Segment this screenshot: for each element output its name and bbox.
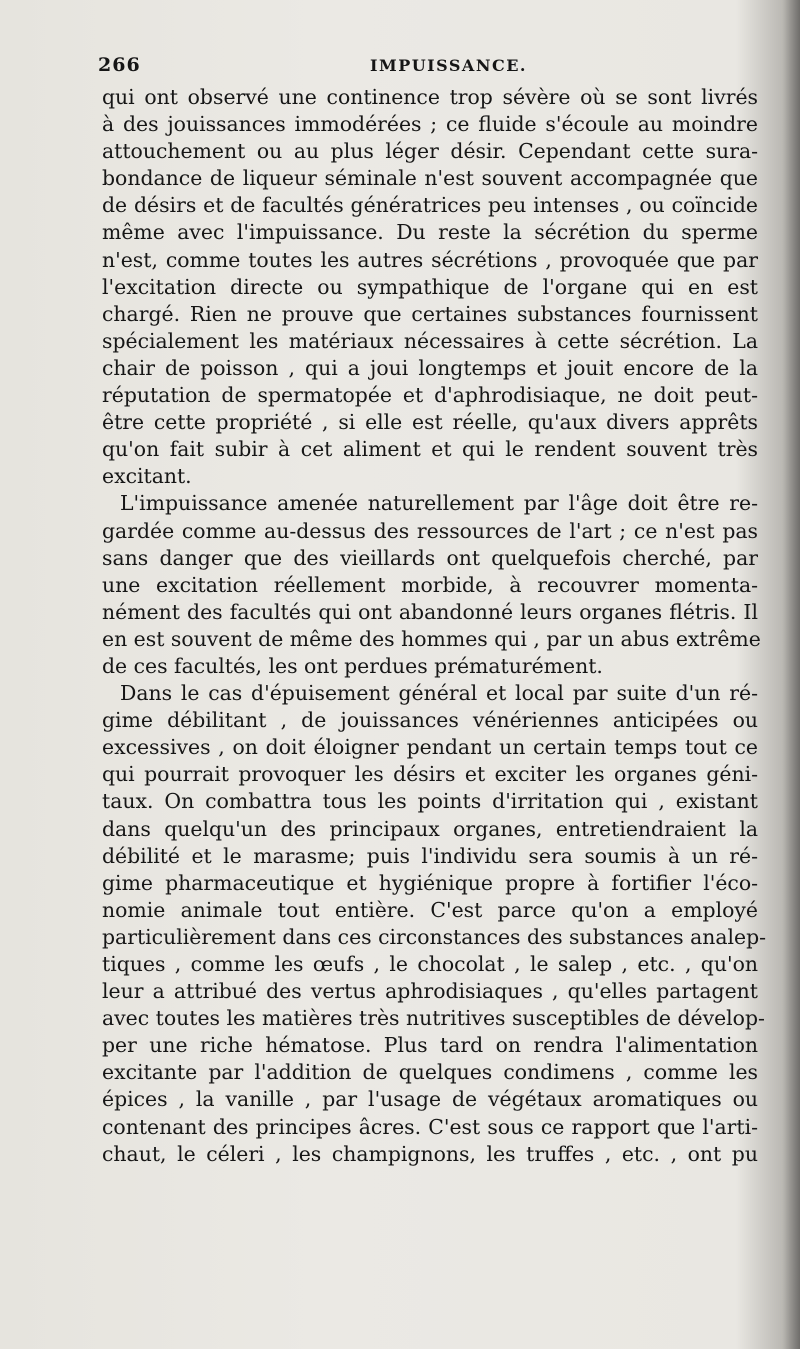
text-line: L'impuissance amenée naturellement par l'âge doit être re- xyxy=(120,491,758,516)
text-line: gime débilitant , de jouissances vénériennes anticipées ou xyxy=(102,708,758,733)
text-line: à des jouissances immodérées ; ce fluide s'écoule au moindre xyxy=(102,112,758,137)
text-line: dans quelqu'un des principaux organes, entretiendraient la xyxy=(102,816,758,841)
text-line: chargé. Rien ne prouve que certaines substances fournissent xyxy=(102,301,758,326)
text-line: taux. On combattra tous les points d'irritation qui , existant xyxy=(102,789,758,814)
text-line: n'est, comme toutes les autres sécrétions , provoquée que par xyxy=(102,247,758,272)
text-line: excitant. xyxy=(102,464,192,489)
text-line: excitante par l'addition de quelques condimens , comme les xyxy=(102,1060,758,1085)
text-line: de ces facultés, les ont perdues prématurément. xyxy=(102,653,603,678)
text-line: l'excitation directe ou sympathique de l'organe qui en est xyxy=(102,274,758,299)
text-line: per une riche hématose. Plus tard on rendra l'alimentation xyxy=(102,1033,758,1058)
text-line: en est souvent de même des hommes qui , par un abus extrême xyxy=(102,626,761,651)
running-head: IMPUISSANCE. xyxy=(370,56,527,75)
paragraph-1 xyxy=(102,84,758,490)
text-line: avec toutes les matières très nutritives susceptibles de dévelop- xyxy=(102,1006,765,1031)
text-line: réputation de spermatopée et d'aphrodisiaque, ne doit peut- xyxy=(102,383,758,408)
text-line: gime pharmaceutique et hygiénique propre à fortifier l'éco- xyxy=(102,870,758,895)
text-line: excessives , on doit éloigner pendant un certain temps tout ce xyxy=(102,735,758,760)
text-line: qu'on fait subir à cet aliment et qui le rendent souvent très xyxy=(102,437,758,462)
paragraph-3 xyxy=(102,680,767,1168)
text-line: qui ont observé une continence trop sévère où se sont livrés xyxy=(102,85,758,109)
text-line: épices , la vanille , par l'usage de végétaux aromatiques ou xyxy=(102,1087,758,1112)
text-line: leur a attribué des vertus aphrodisiaques , qu'elles partagent xyxy=(102,979,758,1004)
paragraph-2 xyxy=(102,490,761,680)
text-line: de désirs et de facultés génératrices peu intenses , ou coïncide xyxy=(102,193,758,218)
text-line: tiques , comme les œufs , le chocolat , le salep , etc. , qu'on xyxy=(102,952,758,976)
text-line: débilité et le marasme; puis l'individu sera soumis à un ré- xyxy=(102,843,758,868)
text-line: nément des facultés qui ont abandonné leurs organes flétris. Il xyxy=(102,599,758,624)
text-line: même avec l'impuissance. Du reste la sécrétion du sperme xyxy=(102,220,758,245)
text-line: une excitation réellement morbide, à recouvrer momenta- xyxy=(102,572,758,597)
text-line: gardée comme au-dessus des ressources de l'art ; ce n'est pas xyxy=(102,518,758,543)
text-line: nomie animale tout entière. C'est parce qu'on a employé xyxy=(102,897,758,922)
page-number: 266 xyxy=(98,54,141,76)
page-header xyxy=(98,54,758,82)
text-line: être cette propriété , si elle est réelle, qu'aux divers apprêts xyxy=(102,410,758,435)
text-line: Dans le cas d'épuisement général et local par suite d'un ré- xyxy=(120,681,758,706)
text-line: particulièrement dans ces circonstances des substances analep- xyxy=(102,924,767,949)
text-line: qui pourrait provoquer les désirs et exciter les organes géni- xyxy=(102,762,758,787)
text-line: sans danger que des vieillards ont quelquefois cherché, par xyxy=(102,545,758,570)
text-line: chaut, le céleri , les champignons, les truffes , etc. , ont pu xyxy=(102,1141,758,1166)
text-line: bondance de liqueur séminale n'est souvent accompagnée que xyxy=(102,166,758,191)
text-line: contenant des principes âcres. C'est sous ce rapport que l'arti- xyxy=(102,1114,758,1139)
page-edge-shadow xyxy=(782,0,800,1349)
text-line: spécialement les matériaux nécessaires à cette sécrétion. La xyxy=(102,328,758,353)
text-line: attouchement ou au plus léger désir. Cependant cette sura- xyxy=(102,139,758,164)
body-text xyxy=(102,84,767,1168)
text-line: chair de poisson , qui a joui longtemps et jouit encore de la xyxy=(102,355,758,380)
